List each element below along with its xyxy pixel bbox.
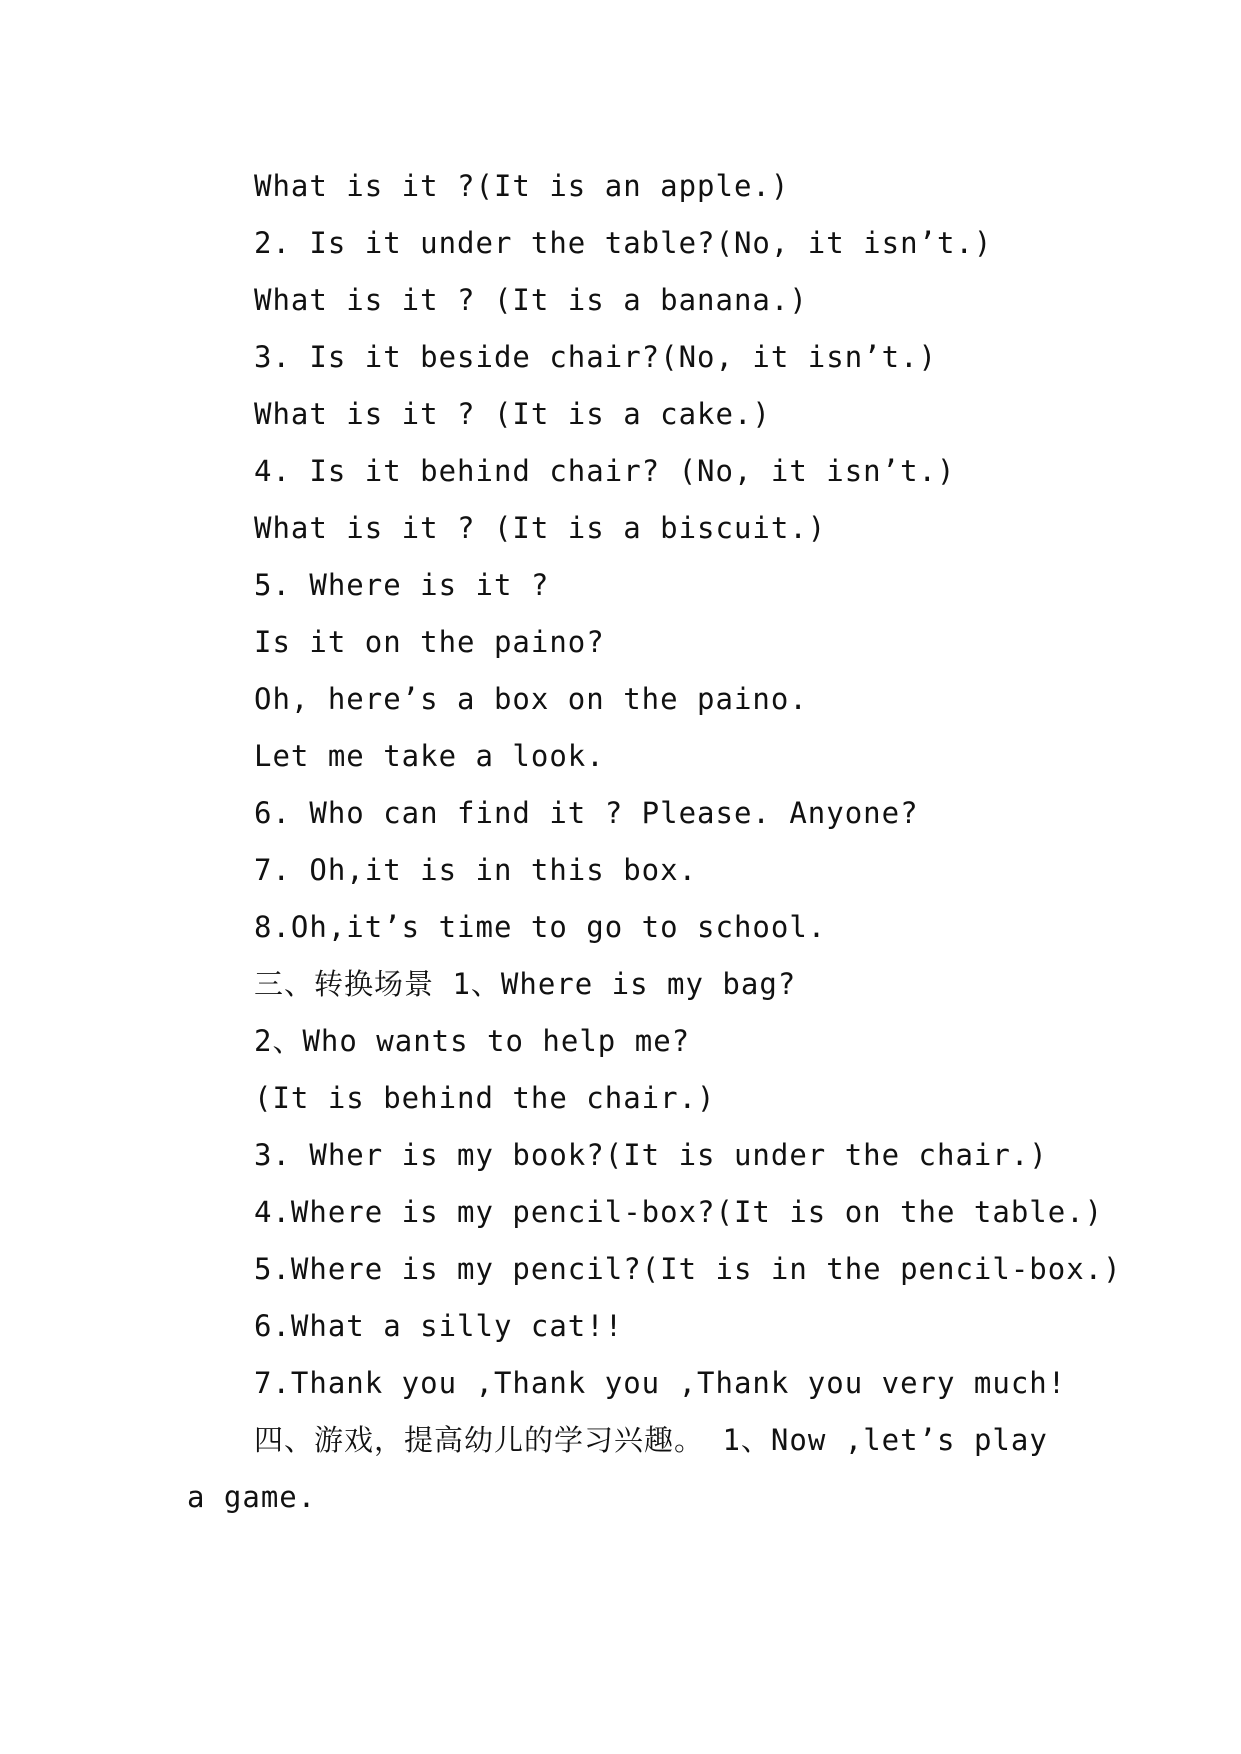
text-line: 8.Oh,it’s time to go to school.	[254, 910, 827, 944]
text-line: (It is behind the chair.)	[254, 1081, 716, 1115]
text-line: 7.Thank you ,Thank you ,Thank you very much!	[254, 1366, 1067, 1400]
text-line: 4. Is it behind chair? (No, it isn’t.)	[254, 454, 956, 488]
text-line: 3. Is it beside chair?(No, it isn’t.)	[254, 340, 938, 374]
section-heading-3: 三、转换场景 1、Where is my bag?	[254, 967, 797, 1001]
text-line: What is it ? (It is a banana.)	[254, 283, 808, 317]
text-line: 4.Where is my pencil-box?(It is on the table.)	[254, 1195, 1104, 1229]
text-line: What is it ? (It is a biscuit.)	[254, 511, 827, 545]
text-line: 7. Oh,it is in this box.	[254, 853, 698, 887]
text-line: 6.What a silly cat!!	[254, 1309, 624, 1343]
text-line: What is it ? (It is a cake.)	[254, 397, 771, 431]
section-heading-4: 四、游戏，提高幼儿的学习兴趣。 1、Now ,let’s play	[254, 1423, 1048, 1457]
text-line: What is it ?(It is an apple.)	[254, 169, 790, 203]
text-line: 5.Where is my pencil?(It is in the pencil-box.)	[254, 1252, 1122, 1286]
text-line: 2、Who wants to help me?	[254, 1024, 691, 1058]
text-line: 2. Is it under the table?(No, it isn’t.)	[254, 226, 993, 260]
text-line: Is it on the paino?	[254, 625, 605, 659]
text-line: Oh, here’s a box on the paino.	[254, 682, 808, 716]
text-line: 3. Wher is my book?(It is under the chair.)	[254, 1138, 1048, 1172]
text-line: 6. Who can find it ? Please. Anyone?	[254, 796, 919, 830]
text-line: 5. Where is it ?	[254, 568, 550, 602]
text-line: Let me take a look.	[254, 739, 605, 773]
text-line-continued: a game.	[187, 1480, 317, 1514]
